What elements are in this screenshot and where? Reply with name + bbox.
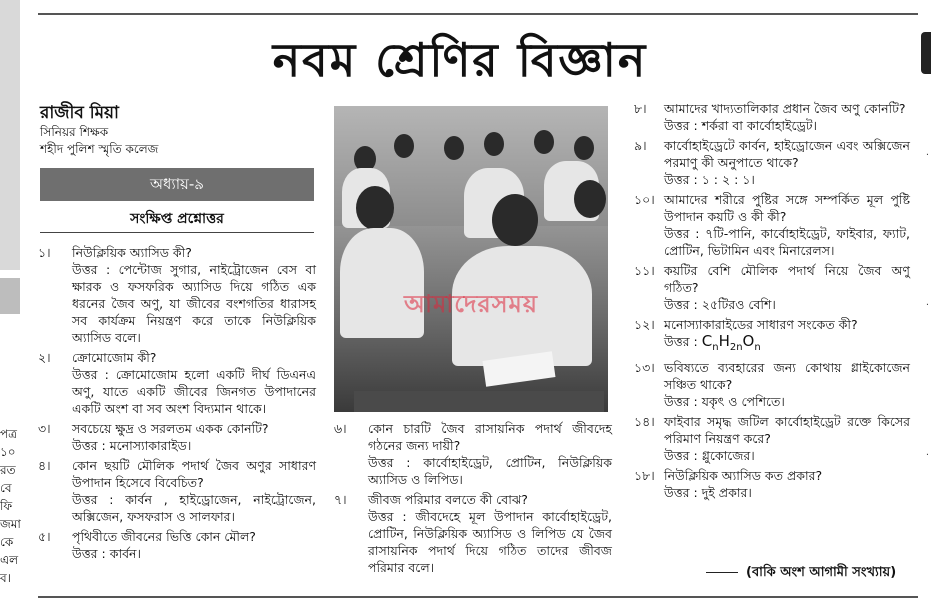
answer-text: উত্তর : শর্করা বা কার্বোহাইড্রেট। bbox=[664, 118, 818, 133]
middle-column bbox=[334, 420, 612, 579]
qa-item bbox=[634, 413, 910, 464]
qa-item bbox=[634, 100, 910, 134]
question-number: ২। bbox=[38, 350, 51, 365]
question-text: ভবিষ্যতে ব্যবহারের জন্য কোথায় গ্লাইকোজেন সঞ্চিত থাকে? bbox=[664, 360, 910, 392]
question-number: ১। bbox=[38, 245, 51, 260]
left-edge-shade bbox=[0, 278, 20, 314]
bottom-rule bbox=[38, 596, 918, 598]
author-name: রাজীব মিয়া bbox=[40, 103, 119, 123]
question-text: কোন চারটি জৈব রাসায়নিক পদার্থ জীবদেহ গঠনের জন্য দায়ী? bbox=[368, 421, 612, 453]
question-text: কার্বোহাইড্রেটে কার্বন, হাইড্রোজেন এবং অক্সিজেন পরমাণু কী অনুপাতে থাকে? bbox=[664, 138, 910, 170]
answer-prefix: উত্তর : bbox=[664, 334, 698, 349]
answer-text bbox=[664, 333, 910, 356]
student-figure bbox=[534, 130, 554, 154]
qa-item bbox=[334, 491, 612, 576]
question-text: আমাদের খাদ্যতালিকার প্রধান জৈব অণু কোনটি? bbox=[664, 101, 906, 116]
question-text: সবচেয়ে ক্ষুদ্র ও সরলতম একক কোনটি? bbox=[72, 421, 269, 436]
qa-item bbox=[634, 262, 910, 313]
question-text: নিউক্লিয়িক অ্যাসিড কত প্রকার? bbox=[664, 468, 823, 483]
answer-text: উত্তর : যকৃৎ ও পেশিতে। bbox=[664, 394, 785, 409]
chapter-banner: অধ্যায়-৯ bbox=[40, 168, 314, 201]
student-figure bbox=[394, 134, 414, 158]
answer-text: উত্তর : পেন্টোজ সুগার, নাইট্রোজেন বেস বা ক্ষারক ও ফসফরিক অ্যাসিড দিয়ে গঠিত এক ধরনের জৈব অণু, যা জীবের বংশগতির ধারাসহ সব কার্যক্রম নিয়ন্ত্রণ করে তাকে নিউক্লিয়িক অ্যাসিড বলে। bbox=[72, 262, 316, 345]
student-figure bbox=[574, 136, 594, 160]
student-figure bbox=[356, 186, 394, 230]
student-figure bbox=[444, 136, 464, 160]
page-title: নবম শ্রেণির বিজ্ঞান bbox=[272, 33, 648, 87]
question-text: কোন ছয়টি মৌলিক পদার্থ জৈব অণুর সাধারণ উপাদান হিসেবে বিবেচিত? bbox=[72, 458, 316, 490]
qa-item bbox=[634, 137, 910, 188]
question-text: জীবজ পরিমার বলতে কী বোঝ? bbox=[368, 492, 528, 507]
answer-text: উত্তর : মনোস্যাকারাইড। bbox=[72, 438, 192, 453]
left-edge-fragment: জমা bbox=[0, 517, 21, 531]
section-title: সংক্ষিপ্ত প্রশ্নোত্তর bbox=[130, 211, 224, 227]
question-text: পৃথিবীতে জীবনের ভিত্তি কোন মৌল? bbox=[72, 529, 256, 544]
right-edge-mark: · bbox=[925, 300, 929, 311]
question-number: ৭। bbox=[334, 492, 347, 507]
page-tab bbox=[921, 32, 931, 74]
left-edge-fragment: বে bbox=[0, 481, 12, 495]
question-text: আমাদের শরীরে পুষ্টির সঙ্গে সম্পর্কিত মূল পুষ্টি উপাদান কয়টি ও কী কী? bbox=[664, 192, 910, 224]
left-edge-fragment: পত্র bbox=[0, 427, 17, 441]
left-edge-fragment: কে bbox=[0, 535, 14, 549]
question-number: ৪। bbox=[38, 458, 51, 473]
qa-item bbox=[38, 528, 316, 562]
question-text: ক্রোমোজোম কী? bbox=[72, 350, 157, 365]
student-figure bbox=[574, 180, 606, 218]
question-text: নিউক্লিয়িক অ্যাসিড কী? bbox=[72, 245, 192, 260]
right-edge-mark: · bbox=[925, 150, 929, 161]
qa-item bbox=[334, 420, 612, 488]
answer-text: উত্তর : ১ : ২ : ১। bbox=[664, 172, 755, 187]
left-edge-fragment: ব। bbox=[0, 571, 11, 585]
qa-item bbox=[38, 349, 316, 417]
answer-text: উত্তর : কার্বন , হাইড্রোজেন, নাইট্রোজেন, অক্সিজেন, ফসফরাস ও সালফার। bbox=[72, 492, 316, 524]
answer-text: উত্তর : ২৫টিরও বেশি। bbox=[664, 297, 776, 312]
left-column bbox=[38, 244, 316, 565]
left-edge-fragment: ফি bbox=[0, 499, 13, 513]
question-number: ১৮। bbox=[634, 468, 655, 483]
right-column bbox=[634, 100, 910, 504]
answer-text: উত্তর : কার্বোহাইড্রেট, প্রোটিন, নিউক্লিয়িক অ্যাসিড ও লিপিড। bbox=[368, 455, 612, 487]
question-number: ৫। bbox=[38, 529, 51, 544]
dash-rule bbox=[706, 572, 738, 573]
right-page-edge bbox=[917, 0, 931, 607]
question-number: ১১। bbox=[634, 263, 655, 278]
left-edge-fragment: রত bbox=[0, 463, 16, 477]
question-number: ৮। bbox=[634, 101, 647, 116]
desk bbox=[354, 391, 604, 412]
left-page-edge bbox=[0, 0, 20, 607]
qa-item bbox=[38, 244, 316, 346]
question-number: ৩। bbox=[38, 421, 51, 436]
right-edge-mark: · bbox=[925, 450, 929, 461]
qa-item bbox=[634, 191, 910, 259]
answer-text: উত্তর : ৭টি-পানি, কার্বোহাইড্রেট, ফাইবার, ফ্যাট, প্রোটিন, ভিটামিন এবং মিনারেলস। bbox=[664, 226, 910, 258]
section-divider bbox=[40, 232, 314, 233]
question-number: ১৪। bbox=[634, 414, 655, 429]
question-number: ৬। bbox=[334, 421, 347, 436]
question-number: ১০। bbox=[634, 192, 655, 207]
author-role: সিনিয়র শিক্ষক bbox=[40, 125, 109, 139]
top-rule bbox=[38, 13, 918, 15]
author-byline bbox=[40, 102, 320, 158]
qa-item bbox=[634, 316, 910, 356]
author-institution: শহীদ পুলিশ স্মৃতি কলেজ bbox=[40, 142, 159, 156]
classroom-photo bbox=[334, 106, 608, 412]
monosaccharide-formula: $C_nH_{2n}O_n$ bbox=[701, 332, 761, 353]
qa-item bbox=[634, 359, 910, 410]
left-edge-fragment: ১০ bbox=[0, 445, 16, 459]
question-number: ৯। bbox=[634, 138, 647, 153]
answer-text: উত্তর : জীবদেহে মূল উপাদান কার্বোহাইড্রেট, প্রোটিন, নিউক্লিয়িক অ্যাসিড ও লিপিড যে জৈব রাসায়নিক পদার্থ দিয়ে গঠিত তাদের জীবজ পরিমার বলে। bbox=[368, 509, 612, 575]
watermark: আমাদেরসময় bbox=[403, 290, 539, 318]
question-text: কয়টির বেশি মৌলিক পদার্থ নিয়ে জৈব অণু গঠিত? bbox=[664, 263, 910, 295]
qa-item bbox=[38, 457, 316, 525]
qa-item bbox=[38, 420, 316, 454]
student-figure bbox=[484, 132, 504, 156]
qa-item bbox=[634, 467, 910, 501]
answer-text: উত্তর : দুই প্রকার। bbox=[664, 485, 752, 500]
student-figure bbox=[492, 194, 538, 246]
question-text: মনোস্যাকারাইডের সাধারণ সংকেত কী? bbox=[664, 317, 858, 332]
left-edge-fragment: এল bbox=[0, 553, 19, 567]
question-number: ১২। bbox=[634, 317, 655, 332]
left-edge-shade bbox=[0, 0, 20, 270]
continuation-text: (বাকি অংশ আগামী সংখ্যায়) bbox=[746, 565, 897, 580]
question-number: ১৩। bbox=[634, 360, 655, 375]
answer-text: উত্তর : ক্রোমোজোম হলো একটি দীর্ঘ ডিএনএ অণু, যাতে একটি জীবের জিনগত উপাদানের একটি অংশ বা সব অংশ বিদ্যমান থাকে। bbox=[72, 367, 316, 416]
continuation-note bbox=[706, 563, 916, 583]
answer-text: উত্তর : কার্বন। bbox=[72, 546, 141, 561]
question-text: ফাইবার সমৃদ্ধ জটিল কার্বোহাইড্রেট রক্তে কিসের পরিমাণ নিয়ন্ত্রণ করে? bbox=[664, 414, 910, 446]
answer-text: উত্তর : গ্লুকোজের। bbox=[664, 448, 755, 463]
